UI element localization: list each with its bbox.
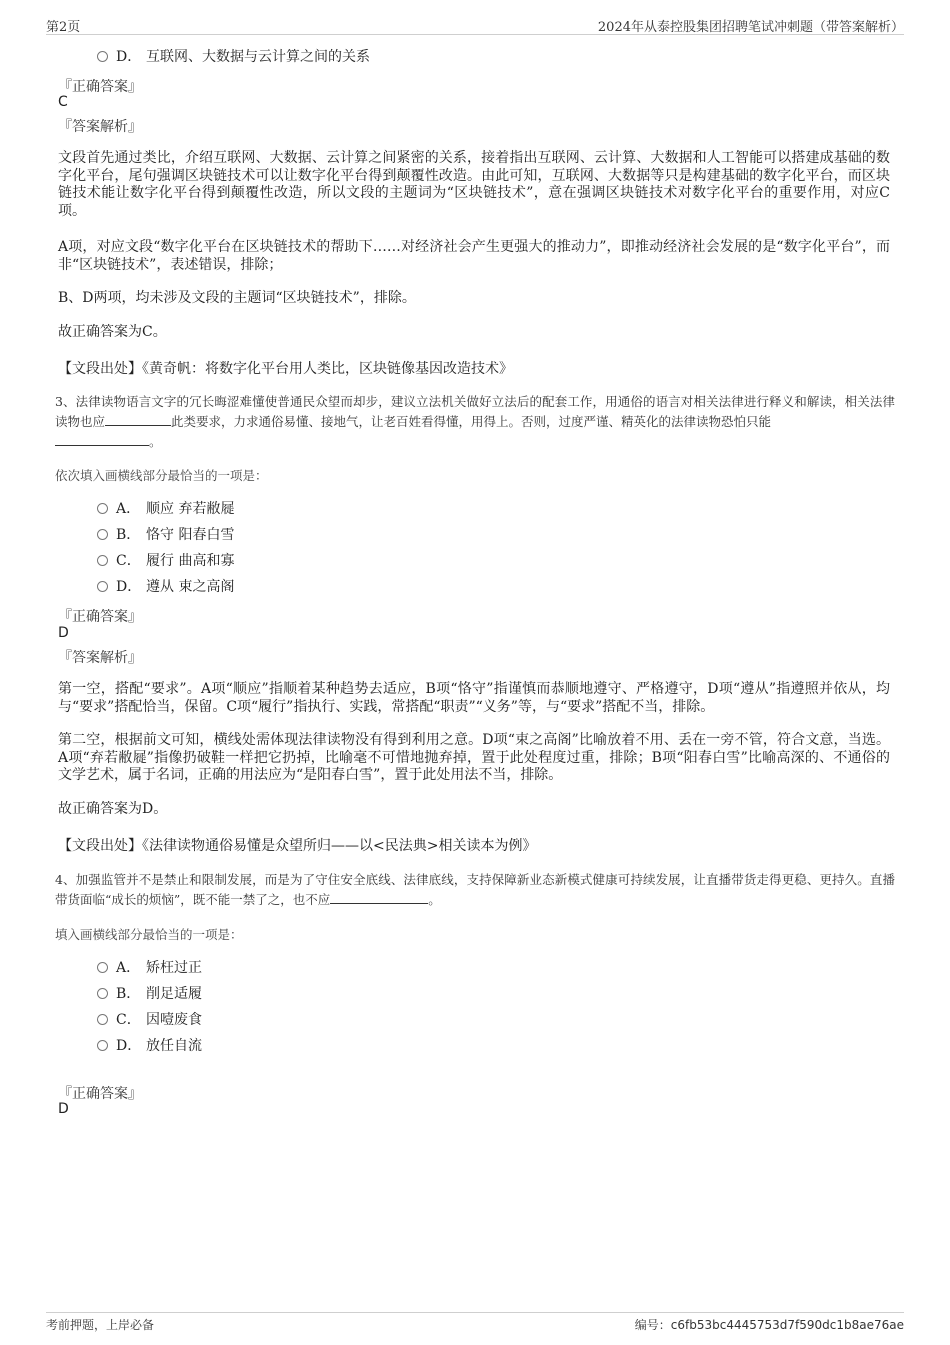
radio-icon[interactable] (97, 51, 108, 62)
q4-option-b[interactable]: B． 削足适履 (97, 984, 202, 1004)
q2-analysis-label: 『答案解析』 (58, 119, 142, 135)
q4-answer-label: 『正确答案』 (58, 1086, 142, 1102)
q4-option-a[interactable]: A． 矫枉过正 (97, 958, 202, 978)
q3-option-a[interactable]: A． 顺应 弃若敝屣 (97, 499, 234, 519)
q2-analysis-paragraph-2: A项，对应文段“数字化平台在区块链技术的帮助下……对经济社会产生更强大的推动力”，即推动经济社会发展的是“数字化平台”，而非“区块链技术”，表述错误，排除； (58, 239, 890, 273)
fill-blank (105, 413, 171, 426)
q3-stem: 3、法律读物语言文字的冗长晦涩难懂使普通民众望而却步，建议立法机关做好立法后的配套工作，用通俗的语言对相关法律进行释义和解读，相关法律读物也应 此类要求，力求通俗易懂、接地气，让老百姓看得懂，用得上。否则，过度严谨、精英化的法律读物恐怕只能 。 (55, 394, 895, 449)
radio-icon[interactable] (97, 988, 108, 999)
q3-source: 【文段出处】《法律读物通俗易懂是众望所归——以<民法典>相关读本为例》 (58, 838, 537, 854)
q3-analysis-paragraph-1: 第一空，搭配“要求”。A项“顺应”指顺着某种趋势去适应，B项“恪守”指谨慎而恭顺地遵守、严格遵守，D项“遵从”指遵照并依从，均与“要求”搭配恰当，保留。C项“履行”指执行、实践，常搭配“职责”“义务”等，与“要求”搭配不当，排除。 (58, 681, 890, 715)
page-footer (46, 1312, 904, 1335)
q4-option-d[interactable]: D． 放任自流 (97, 1036, 202, 1056)
radio-icon[interactable] (97, 962, 108, 973)
q2-analysis-paragraph-3: B、D两项，均未涉及文段的主题词“区块链技术”，排除。 (58, 290, 416, 306)
q2-analysis-paragraph-4: 故正确答案为C。 (58, 324, 167, 340)
q3-option-d[interactable]: D． 遵从 束之高阁 (97, 577, 234, 597)
q4-stem: 4、加强监管并不是禁止和限制发展，而是为了守住安全底线、法律底线，支持保障新业态新模式健康可持续发展，让直播带货走得更稳、更持久。直播带货面临“成长的烦恼”，既不能一禁了之，也不应 。 (55, 872, 895, 907)
q4-option-c[interactable]: C． 因噎废食 (97, 1010, 202, 1030)
q3-option-c[interactable]: C． 履行 曲高和寡 (97, 551, 234, 571)
q2-answer: C (58, 94, 68, 110)
radio-icon[interactable] (97, 529, 108, 540)
q3-analysis-paragraph-2: 第二空，根据前文可知，横线处需体现法律读物没有得到利用之意。D项“束之高阁”比喻放着不用、丢在一旁不管，符合文意，当选。A项“弃若敝屣”指像扔破鞋一样把它扔掉，比喻毫不可惜地抛弃掉，置于此处程度过重，排除；B项“阳春白雪”比喻高深的、不通俗的文学艺术，属于名词，正确的用法应为“是阳春白雪”，置于此处用法不当，排除。 (58, 732, 890, 783)
q4-answer: D (58, 1101, 69, 1117)
q3-option-b[interactable]: B． 恪守 阳春白雪 (97, 525, 234, 545)
q3-analysis-paragraph-3: 故正确答案为D。 (58, 801, 168, 817)
fill-blank (330, 891, 428, 904)
q3-analysis-label: 『答案解析』 (58, 650, 142, 666)
footer-serial: 编号：c6fb53bc4445753d7f590dc1b8ae76ae (634, 1318, 904, 1332)
q2-analysis-paragraph-1: 文段首先通过类比，介绍互联网、大数据、云计算之间紧密的关系，接着指出互联网、云计算、大数据和人工智能可以搭建成基础的数字化平台，尾句强调区块链技术可以让数字化平台得到颠覆性改造。由此可知，互联网、大数据等只是构建基础的数字化平台，而区块链技术能让数字化平台得到颠覆性改造，所以文段的主题词为“区块链技术”，意在强调区块链技术对数字化平台的重要作用，对应C项。 (58, 150, 890, 219)
fill-blank (55, 433, 149, 446)
q3-answer: D (58, 625, 69, 641)
q3-answer-label: 『正确答案』 (58, 609, 142, 625)
q2-answer-label: 『正确答案』 (58, 79, 142, 95)
page-header (46, 14, 904, 35)
q4-prompt: 填入画横线部分最恰当的一项是： (55, 927, 243, 942)
radio-icon[interactable] (97, 503, 108, 514)
q2-option-d[interactable]: D． 互联网、大数据与云计算之间的关系 (97, 47, 370, 67)
q2-source: 【文段出处】《黄奇帆：将数字化平台用人类比，区块链像基因改造技术》 (58, 361, 513, 377)
radio-icon[interactable] (97, 1040, 108, 1051)
page-number: 第2页 (46, 20, 81, 35)
document-title: 2024年从泰控股集团招聘笔试冲刺题（带答案解析） (597, 20, 904, 35)
radio-icon[interactable] (97, 555, 108, 566)
q3-prompt: 依次填入画横线部分最恰当的一项是： (55, 468, 268, 483)
radio-icon[interactable] (97, 1014, 108, 1025)
footer-slogan: 考前押题，上岸必备 (46, 1318, 155, 1332)
radio-icon[interactable] (97, 581, 108, 592)
